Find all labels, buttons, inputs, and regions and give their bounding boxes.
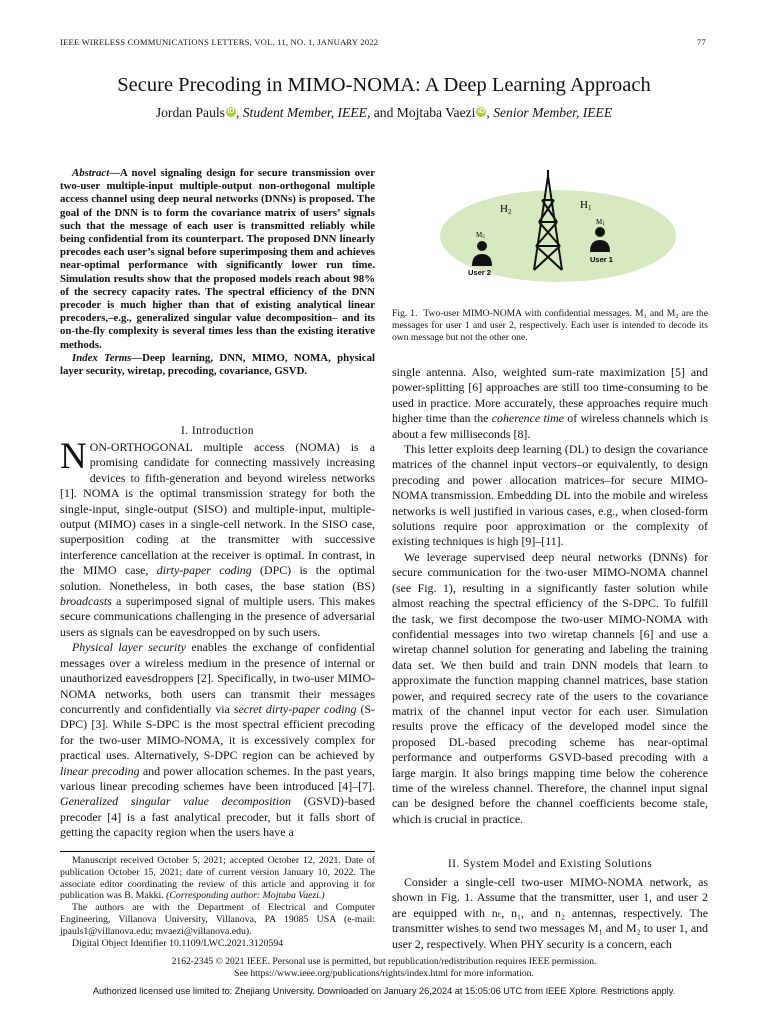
- paper-title: Secure Precoding in MIMO-NOMA: A Deep Learning Approach: [117, 74, 651, 96]
- right-paragraph-1: single antenna. Also, weighted sum-rate maximization [5] and power-splitting [6] approaches are still too time-consuming to be used in practice. More accurately, these approaches require much higher time than the coherence time of wireless channels which is about a few milliseconds [8].: [392, 365, 708, 441]
- h1-label: H1: [580, 199, 592, 212]
- footnote-rule: [60, 851, 375, 852]
- figure-1-caption: [392, 308, 708, 343]
- abstract-label: Abstract: [72, 167, 110, 179]
- section-1-heading: I. Introduction: [181, 424, 254, 437]
- orcid-icon[interactable]: iD: [477, 108, 485, 115]
- author-1: Jordan Pauls: [155, 105, 225, 120]
- user-1-label: User 1: [590, 255, 613, 264]
- abstract-text: —A novel signaling design for secure transmission over two-user multiple-input multiple-output non-orthogonal multiple access channel using deep neural networks (DNNs) is proposed. The goal of the DNN is to form the covariance matrix of users’ signals such that the message of each user is transmitted reliably while being confidential from its counterpart. The proposed DNN linearly precodes each user’s signal before superimposing them and achieves near-optimal performance with significantly lower run time. Simulation results show that the proposed models reach about 98% of the secrecy capacity rates. The spectral efficiency of the DNN precoder is much higher than that of existing analytical linear precoders,–e.g., generalized singular value decomposition– and its on-the-fly complexity is several times less than the existing iterative methods.: [60, 167, 375, 351]
- author-1-role: Student Member, IEEE: [242, 105, 367, 120]
- copyright-notice: [0, 956, 768, 979]
- figure-1-caption-label: Fig. 1.: [392, 308, 418, 319]
- figure-1-diagram: [430, 170, 690, 290]
- abstract: [60, 167, 375, 352]
- footnotes: [60, 855, 375, 949]
- authorized-use-notice: Authorized licensed use limited to: Zhejiang University. Downloaded on January 26,2024 at 15:05:06 UTC from IEEE Xplore. Restrictions apply.: [92, 986, 676, 996]
- page-number: 77: [697, 37, 706, 47]
- user-2-label: User 2: [468, 268, 491, 277]
- right-column-body: [392, 365, 708, 827]
- author-2: , and Mojtaba Vaezi: [366, 105, 476, 120]
- intro-paragraph-1: NON-ORTHOGONAL multiple access (NOMA) is a promising candidate for connecting massively increasing devices to fifth-generation and beyond wireless networks [1]. NOMA is the optimal transmission strategy for both the single-input, single-output (SISO) and multiple-input, multiple-output (MIMO) cases in a single-cell network. In the SISO case, superposition coding at the transmitter with successive interference cancellation at the receiver is optimal. In contrast, in the MIMO case, dirty-paper coding (DPC) is the optimal solution. Nonetheless, in both cases, the base station (BS) broadcasts a superimposed signal of multiple users. This makes secure communications challenging in the presence of adversarial users as signals can be eavesdropped on by such users.: [60, 436, 375, 639]
- section-2-heading: II. System Model and Existing Solutions: [447, 857, 653, 870]
- author-line: Jordan Pauls iD , Student Member, IEEE, and Mojtaba Vaezi iD , Senior Member, IEEE: [155, 105, 613, 120]
- copyright-line-1: 2162-2345 © 2021 IEEE. Personal use is permitted, but republication/redistribution requires IEEE permission.: [171, 956, 597, 967]
- footnote-affiliation: The authors are with the Department of Electrical and Computer Engineering, Villanova University, Villanova, PA 19085 USA (e-mail: jpauls1@villanova.edu; mvaezi@villanova.edu).: [60, 902, 375, 937]
- index-terms: [60, 352, 375, 378]
- index-terms-label: Index Terms: [72, 352, 132, 364]
- right-paragraph-3: We leverage supervised deep neural networks (DNNs) for secure communication for the two-user MIMO-NOMA channel (see Fig. 1), resulting in a significantly faster solution while almost reaching the spectral efficiency of the S-DPC. To fulfill the task, we first decompose the two-user MIMO-NOMA with confidential messages into two wiretap channels [6] and use a wiretap channel solution for generating and labeling the training data set. We then build and train DNN models that learn to approximate the function mapping channel matrices, base station power, and required secrecy rate of the users to the covariance matrix of the channel input vector for each user. Simulation results prove the efficacy of the developed model since the proposed DL-based precoding scheme has near-optimal performance and outperforms GSVD-based precoding with a large margin. It also brings mapping time below the coherence time of the wireless channel. Therefore, the channel input signal can be designed before the channel coefficients become stale, which is crucial in practice.: [392, 549, 708, 826]
- intro-paragraph-2: Physical layer security enables the exchange of confidential messages over a wireless medium in the presence of internal or unauthorized eavesdroppers [2]. Specifically, in two-user MIMO-NOMA networks, both users can transmit their messages concurrently and confidentially via secret dirty-paper coding (S-DPC) [3]. While S-DPC is the most spectral efficient precoding for the two-user MIMO-NOMA, it is excessively complex for practical uses. Alternatively, S-DPC region can be achieved by linear precoding and power allocation schemes. In the past years, various linear precoding schemes have been introduced [4]–[7]. Generalized singular value decomposition (GSVD)-based precoder [4] is a fast analytical precoder, but it falls short of getting the capacity region when the users have a: [60, 640, 375, 840]
- right-paragraph-2: This letter exploits deep learning (DL) to design the covariance matrices of the channel input vectors–or equivalently, to design precoding and power allocation matrices–for secure MIMO-NOMA transmission. Embedding DL into the mobile and wireless networks is well justified in various cases, e.g., when closed-form solutions require poor approximation or the complexity of existing techniques is high [9]–[11].: [392, 442, 708, 549]
- orcid-icon[interactable]: iD: [227, 108, 235, 115]
- figure-1-caption-text: Two-user MIMO-NOMA with confidential messages. M₁ and M₂ are the messages for user 1 and user 2, respectively. Each user is intended to decode its own message but not the other one.: [392, 308, 708, 343]
- index-terms-text: —Deep learning, DNN, MIMO, NOMA, physical layer security, wiretap, precoding, covariance, GSVD.: [60, 352, 375, 378]
- running-header: IEEE WIRELESS COMMUNICATIONS LETTERS, VOL. 11, NO. 1, JANUARY 2022: [60, 37, 379, 47]
- footnote-doi: Digital Object Identifier 10.1109/LWC.2021.3120594: [72, 937, 284, 949]
- copyright-line-2: See https://www.ieee.org/publications/rights/index.html for more information.: [234, 967, 534, 979]
- h2-label: H2: [500, 203, 512, 216]
- intro-body: [60, 436, 375, 841]
- dropcap: N: [60, 436, 87, 477]
- author-2-role: Senior Member, IEEE: [493, 105, 613, 120]
- footnote-manuscript: Manuscript received October 5, 2021; accepted October 12, 2021. Date of publication October 15, 2021; date of current version January 10, 2022. The associate editor coordinating the review of this article and approving it for publication was B. Makki. (Corresponding author: Mojtaba Vaezi.): [60, 855, 375, 902]
- right-paragraph-4: Consider a single-cell two-user MIMO-NOMA network, as shown in Fig. 1. Assume that the transmitter, user 1, and user 2 are equipped with nₜ, n₁, and n₂ antennas, respectively. The transmitter wishes to send two messages M₁ and M₂ to user 1, and user 2, respectively. When PHY security is a concern, each: [392, 875, 708, 951]
- m1-label: M1: [596, 218, 605, 227]
- m2-label: M2: [476, 231, 485, 240]
